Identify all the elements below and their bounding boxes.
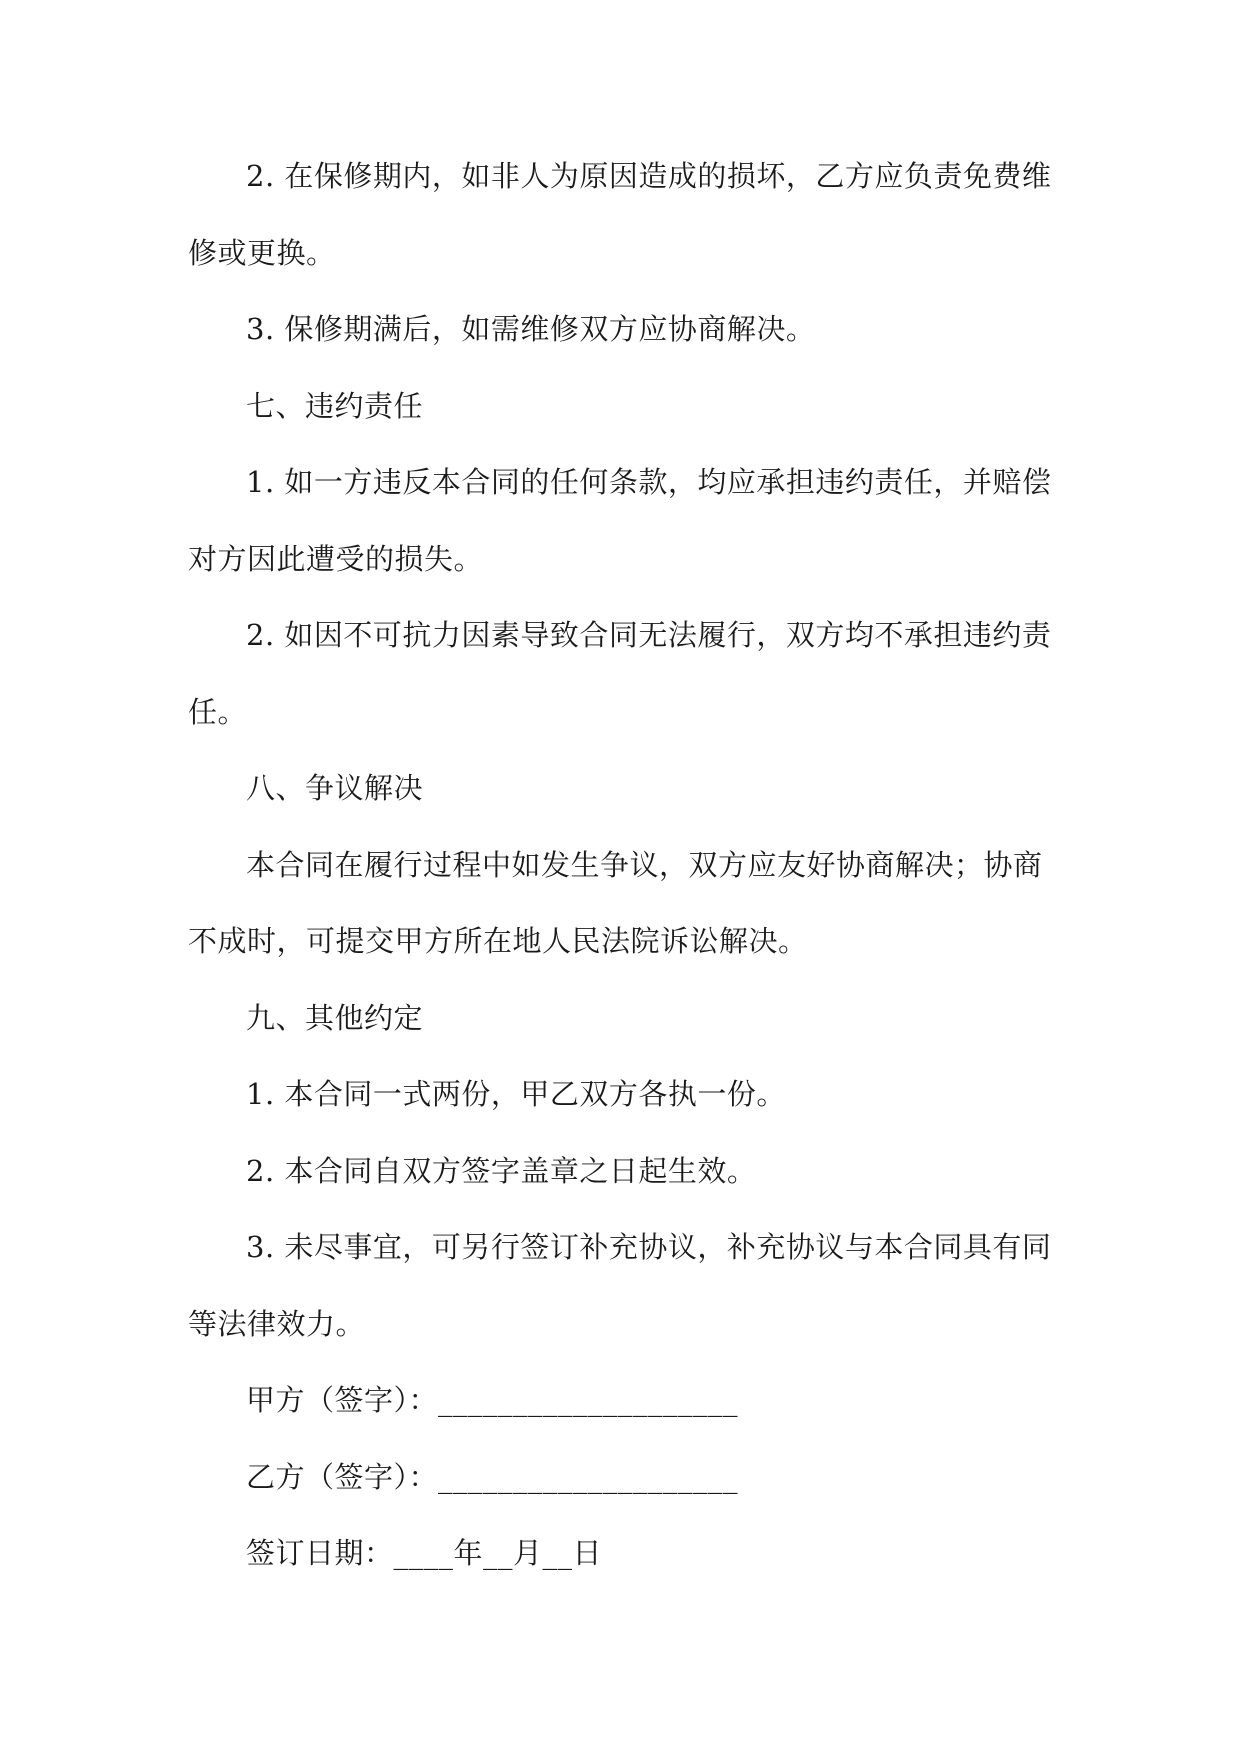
signing-date: 签订日期：____年__月__日 [246, 1536, 603, 1570]
clause-other-1: 1. 本合同一式两份，甲乙双方各执一份。 [246, 1077, 786, 1111]
clause-warranty-3: 3. 保修期满后，如需维修双方应协商解决。 [246, 312, 816, 346]
clause-other-3: 3. 未尽事宜，可另行签订补充协议，补充协议与本合同具有同等法律效力。 [188, 1230, 1052, 1341]
clause-warranty-2: 2. 在保修期内，如非人为原因造成的损坏，乙方应负责免费维修或更换。 [188, 159, 1052, 270]
clause-dispute: 本合同在履行过程中如发生争议，双方应友好协商解决；协商不成时，可提交甲方所在地人民法院诉讼解决。 [188, 847, 1043, 958]
clause-breach-1: 1. 如一方违反本合同的任何条款，均应承担违约责任，并赔偿对方因此遭受的损失。 [188, 465, 1052, 576]
clause-other-2: 2. 本合同自双方签字盖章之日起生效。 [246, 1153, 757, 1188]
section-heading-dispute: 八、争议解决 [246, 771, 424, 805]
signature-party-a: 甲方（签字）：____________________ [246, 1383, 739, 1417]
clause-breach-2: 2. 如因不可抗力因素导致合同无法履行，双方均不承担违约责任。 [188, 618, 1052, 729]
section-heading-other: 九、其他约定 [246, 1000, 424, 1035]
section-heading-breach: 七、违约责任 [246, 388, 424, 423]
document-body [188, 138, 1056, 1592]
signature-party-b: 乙方（签字）：____________________ [246, 1459, 739, 1494]
